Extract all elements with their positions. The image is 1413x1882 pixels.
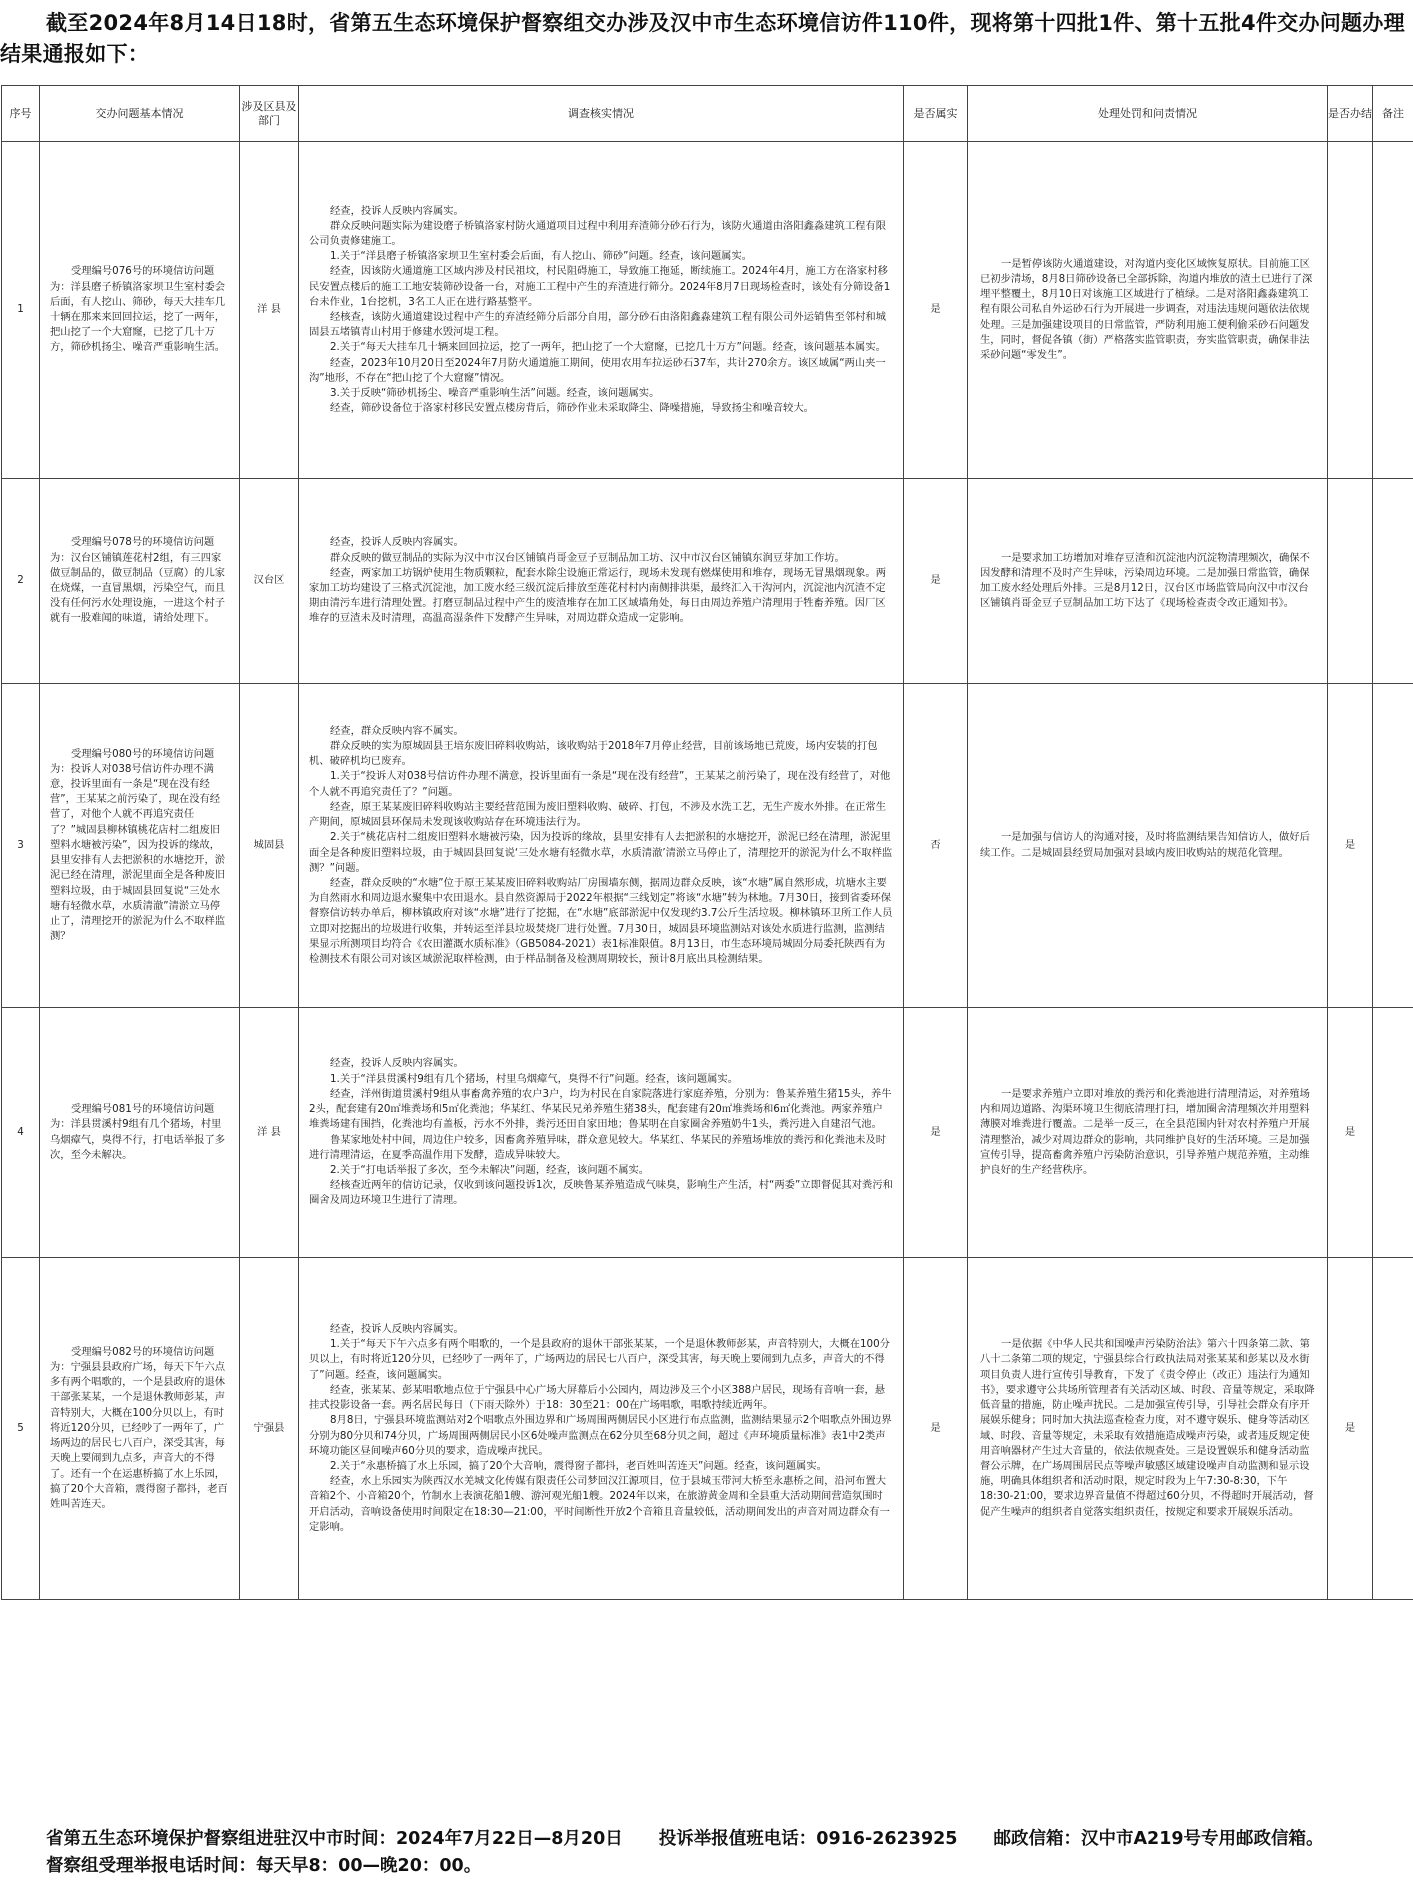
remark <box>1373 142 1413 479</box>
finding-paragraph: 经查，投诉人反映内容属实。 <box>330 204 464 217</box>
finding-paragraph: 群众反映的实为原城固县王培东废旧碎料收购站，该收购站于2018年7月停止经营，目前该场地已荒废，场内安装的打包机、破碎机均已废弃。 <box>309 740 878 768</box>
col-header-dept: 涉及区县及部门 <box>240 86 299 142</box>
department: 汉台区 <box>240 479 299 684</box>
row-number: 1 <box>2 142 40 479</box>
finding-paragraph: 1.关于“洋县磨子桥镇洛家坝卫生室村委会后面，有人挖山、筛砂”问题。经查，该问题属实。 <box>330 250 753 263</box>
problem-description: 受理编号078号的环境信访问题为：汉台区铺镇莲花村2组，有三四家做豆制品的，做豆制品（豆腐）的儿家在烧煤，一直冒黑烟，污染空气，而且没有任何污水处理设施，一进这个村子就有一股难闻的味道，请给处理下。 <box>40 479 240 684</box>
footer-mailbox: 邮政信箱：汉中市A219号专用邮政信箱。 <box>993 1829 1324 1849</box>
row-number: 5 <box>2 1258 40 1600</box>
row-number: 2 <box>2 479 40 684</box>
department: 城固县 <box>240 684 299 1008</box>
remark <box>1373 1258 1413 1600</box>
problem-description: 受理编号076号的环境信访问题为：洋县磨子桥镇洛家坝卫生室村委会后面，有人挖山、筛砂，每天大挂车几十辆在那来来回回拉运，挖了一两年，把山挖了一个大窟窿，已挖了几十万方，筛砂机扬尘、噪音严重影响生活。 <box>40 142 240 479</box>
handling-measures: 一是暂停该防火通道建设，对沟道内变化区域恢复原状。目前施工区已初步清场，8月8日筛砂设备已全部拆除，沟道内堆放的渣土已进行了深埋平整覆土，8月10日对该施工区域进行了植绿。二是对洛阳鑫淼建筑工程有限公司私自外运砂石行为开展进一步调查，对违法违规问题依法依规处理。三是加强建设项目的日常监管，严防利用施工便利偷采砂石问题发生，同时，督促各镇（街）严格落实监管职责，夯实监管职责，确保非法采砂问题“零发生”。 <box>968 142 1328 479</box>
problem-description: 受理编号082号的环境信访问题为：宁强县县政府广场，每天下午六点多有两个唱歌的，一个是县政府的退休干部张某某，一个是退休教师彭某，声音特别大，大概在100分贝以上，有时将近120分贝，已经吵了一两年了，广场两边的居民七八百户，深受其害，每天晚上要闹到九点多，声音大的不得了。还有一个在运惠桥搞了水上乐园，搞了20个大音箱，震得窗子都抖，老百姓叫苦连天。 <box>40 1258 240 1600</box>
investigation-findings <box>299 1008 904 1258</box>
finding-paragraph: 鲁某家地处村中间，周边住户较多，因畜禽养殖异味，群众意见较大。华某红、华某民的养殖场堆放的粪污和化粪池未及时进行清理清运，在夏季高温作用下发酵，造成异味较大。 <box>309 1133 887 1161</box>
is-true: 是 <box>904 142 968 479</box>
investigation-findings <box>299 1258 904 1600</box>
results-table <box>1 85 1413 1600</box>
is-completed: 是 <box>1328 684 1373 1008</box>
handling-measures: 一是要求养殖户立即对堆放的粪污和化粪池进行清理清运，对养殖场内和周边道路、沟渠环境卫生彻底清理打扫，增加圈舍清理频次并用塑料薄膜对堆粪进行覆盖。二是举一反三，在全县范围内针对农村养殖户开展清理整治，减少对周边群众的影响，共同维护良好的生活环境。三是加强宣传引导，提高畜禽养殖户污染防治意识，引导养殖户规范养殖，主动维护良好的生产经营秩序。 <box>968 1008 1328 1258</box>
row-number: 4 <box>2 1008 40 1258</box>
col-header-no: 序号 <box>2 86 40 142</box>
department: 洋 县 <box>240 1008 299 1258</box>
is-true: 是 <box>904 1008 968 1258</box>
department: 宁强县 <box>240 1258 299 1600</box>
col-header-remark: 备注 <box>1373 86 1413 142</box>
handling-measures: 一是要求加工坊增加对堆存豆渣和沉淀池内沉淀物清理频次，确保不因发酵和清理不及时产生异味，污染周边环境。二是加强日常监管，确保加工废水经处理后外排。三是8月12日，汉台区市场监管局向汉中市汉台区铺镇肖哥金豆子豆制品加工坊下达了《现场检查责令改正通知书》。 <box>968 479 1328 684</box>
finding-paragraph: 群众反映的做豆制品的实际为汉中市汉台区铺镇肖哥金豆子豆制品加工坊、汉中市汉台区铺镇东润豆芽加工作坊。 <box>330 551 845 564</box>
table-row <box>2 479 1413 684</box>
finding-paragraph: 经查，投诉人反映内容属实。 <box>330 1057 464 1070</box>
is-completed: 是 <box>1328 1258 1373 1600</box>
remark <box>1373 1008 1413 1258</box>
finding-paragraph: 2.关于“永惠桥搞了水上乐园，搞了20个大音响，震得窗子都抖，老百姓叫苦连天”问题。经查，该问题属实。 <box>330 1459 827 1472</box>
finding-paragraph: 3.关于反映“筛砂机扬尘、噪音严重影响生活”问题。经查，该问题属实。 <box>330 387 660 400</box>
finding-paragraph: 经查，因该防火通道施工区域内涉及村民祖坟，村民阻碍施工，导致施工拖延，断续施工。2024年4月，施工方在洛家村移民安置点楼后的施工工地安装筛砂设备一台，对施工工程中产生的弃渣进行筛分。2024年8月7日现场检查时，该处有分筛设备1台未作业，1台挖机，3名工人正在进行路基整平。 <box>309 265 891 308</box>
table-row <box>2 1258 1413 1600</box>
finding-paragraph: 1.关于“投诉人对038号信访件办理不满意，投诉里面有一条是“现在没有经营”，王某某之前污染了，现在没有经营了，对他个人就不再追究责任了？”问题。 <box>309 770 891 798</box>
col-header-handle: 处理处罚和问责情况 <box>968 86 1328 142</box>
handling-measures: 一是依据《中华人民共和国噪声污染防治法》第六十四条第二款、第八十二条第二项的规定，宁强县综合行政执法局对张某某和彭某以及水街项目负责人进行宣传引导教育，下发了《责令停止（改正）违法行为通知书》，要求遵守公共场所管理者有关活动区域、时段、音量等规定，采取降低音量的措施，防止噪声扰民。二是加强宣传引导，引导社会群众有序开展娱乐健身；同时加大执法巡查检查力度，对不遵守娱乐、健身等活动区域、时段、音量等规定，未采取有效措施造成噪声污染，或者违反规定使用音响器材产生过大音量的，依法依规查处。三是设置娱乐和健身活动监督公示牌，在广场周围居民点等噪声敏感区域建设噪声自动监测和显示设施，明确具体组织者和活动时限，规定时段为上午7:30-8:30，下午18:30-21:00，要求边界音量值不得超过60分贝，不得超时开展活动，督促产生噪声的组织者自觉落实组织责任，按规定和要求开展娱乐活动。 <box>968 1258 1328 1600</box>
department: 洋 县 <box>240 142 299 479</box>
finding-paragraph: 经查，投诉人反映内容属实。 <box>330 536 464 549</box>
finding-paragraph: 经查，筛砂设备位于洛家村移民安置点楼房背后，筛砂作业未采取降尘、降噪措施，导致扬尘和噪音较大。 <box>330 402 814 415</box>
row-number: 3 <box>2 684 40 1008</box>
finding-paragraph: 经核查，该防火通道建设过程中产生的弃渣经筛分后部分自用，部分砂石由洛阳鑫淼建筑工程有限公司外运销售至邻村和城固县五堵镇青山村用于修建水毁河堤工程。 <box>309 311 887 339</box>
problem-description: 受理编号080号的环境信访问题为：投诉人对038号信访件办理不满意，投诉里面有一条是“现在没有经营”，王某某之前污染了，现在没有经营了，对他个人就不再追究责任了？”城固县柳林镇桃花店村二组废旧塑料水塘被污染”，因为投诉的缘故，县里安排有人去把淤积的水塘挖开，淤泥已经在清理，淤泥里面全是各种废旧塑料垃圾，由于城固县回复说“三处水塘有轻微水草，水质清澈”清淤立马停止了，清理挖开的淤泥为什么不取样监测？ <box>40 684 240 1008</box>
finding-paragraph: 经查，两家加工坊锅炉使用生物质颗粒，配套水除尘设施正常运行，现场未发现有燃煤使用和堆存，现场无冒黑烟现象。两家加工坊均建设了三格式沉淀池，加工废水经三级沉淀后排放至莲花村村内南侧排洪渠，最终汇入干沟河内，沉淀池内沉渣不定期由清污车进行清理处置。打磨豆制品过程中产生的废渣堆存在加工区域墙角处，每日由周边养殖户清理用于牲畜养殖。因厂区堆存的豆渣未及时清理，高温高湿条件下发酵产生异味，对周边群众造成一定影响。 <box>309 566 887 625</box>
intro-paragraph: 截至2024年8月14日18时，省第五生态环境保护督察组交办涉及汉中市生态环境信访件110件，现将第十四批1件、第十五批4件交办问题办理结果通报如下： <box>0 11 1405 66</box>
is-true: 是 <box>904 1258 968 1600</box>
investigation-findings <box>299 142 904 479</box>
is-completed: 是 <box>1328 1008 1373 1258</box>
footer <box>0 1826 1413 1880</box>
investigation-findings <box>299 479 904 684</box>
table-row <box>2 142 1413 479</box>
finding-paragraph: 2.关于“桃花店村二组废旧塑料水塘被污染，因为投诉的缘故，县里安排有人去把淤积的水塘挖开，淤泥已经在清理，淤泥里面全是各种废旧塑料垃圾，由于城固县回复说‘三处水塘有轻微水草，水质清澈’清淤立马停止了，清理挖开的淤泥为什么不取样监测？”问题。 <box>309 831 893 874</box>
handling-measures: 一是加强与信访人的沟通对接，及时将监测结果告知信访人，做好后续工作。二是城固县经贸局加强对县域内废旧收购站的规范化管理。 <box>968 684 1328 1008</box>
finding-paragraph: 2.关于“打电话举报了多次，至今未解决”问题，经查，该问题不属实。 <box>330 1163 650 1176</box>
is-completed <box>1328 479 1373 684</box>
finding-paragraph: 经核查近两年的信访记录，仅收到该问题投诉1次，反映鲁某养殖造成气味臭，影响生产生活，村“两委”立即督促其对粪污和圈舍及周边环境卫生进行了清理。 <box>309 1179 893 1207</box>
col-header-done: 是否办结 <box>1328 86 1373 142</box>
finding-paragraph: 群众反映问题实际为建设磨子桥镇洛家村防火通道项目过程中利用弃渣筛分砂石行为，该防火通道由洛阳鑫淼建筑工程有限公司负责修建施工。 <box>309 219 887 247</box>
is-completed <box>1328 142 1373 479</box>
finding-paragraph: 经查，张某某、彭某唱歌地点位于宁强县中心广场大屏幕后小公园内，周边涉及三个小区388户居民，现场有音响一套，悬挂式投影设备一套。两名居民每日（下雨天除外）于18：30至21：00在广场唱歌，唱歌持续近两年。 <box>309 1383 886 1412</box>
finding-paragraph: 2.关于“每天大挂车几十辆来回回拉运，挖了一两年，把山挖了一个大窟窿，已挖几十万方”问题。经查，该问题基本属实。 <box>330 341 886 354</box>
footer-phone: 投诉举报值班电话：0916-2623925 <box>658 1829 958 1849</box>
footer-hours: 督察组受理举报电话时间：每天早8：00—晚20：00。 <box>46 1856 482 1876</box>
table-row <box>2 684 1413 1008</box>
col-header-true: 是否属实 <box>904 86 968 142</box>
table-row <box>2 1008 1413 1258</box>
col-header-basic: 交办问题基本情况 <box>40 86 240 142</box>
finding-paragraph: 经查，群众反映内容不属实。 <box>330 724 464 737</box>
finding-paragraph: 经查，洋州街道贯溪村9组从事畜禽养殖的农户3户，均为村民在自家院落进行家庭养殖，分别为：鲁某养殖生猪15头，养牛2头，配套建有20㎡堆粪场和5㎡化粪池；华某红、华某民兄弟养殖生猪38头，配套建有20㎡堆粪场和6㎡化粪池。两家养殖户堆粪场建有围挡，化粪池均有盖板，污水不外排，粪污还田自家田地；鲁某明在自家圈舍养殖奶牛1头，粪污进入自建沼气池。 <box>309 1087 892 1131</box>
is-true: 否 <box>904 684 968 1008</box>
remark <box>1373 684 1413 1008</box>
finding-paragraph: 经查，原王某某废旧碎料收购站主要经营范围为废旧塑料收购、破碎、打包，不涉及水洗工艺，无生产废水外排。在正常生产期间，原城固县环保局未发现该收购站存在环境违法行为。 <box>309 800 887 829</box>
footer-period: 省第五生态环境保护督察组进驻汉中市时间：2024年7月22日—8月20日 <box>46 1829 623 1849</box>
finding-paragraph: 8月8日，宁强县环境监测站对2个唱歌点外围边界和广场周围两侧居民小区进行布点监测，监测结果显示2个唱歌点外围边界分别为80分贝和74分贝，广场周围两侧居民小区6处噪声监测点在62分贝至68分贝之间，超过《声环境质量标准》表1中2类声环境功能区昼间噪声60分贝的要求，造成噪声扰民。 <box>309 1414 892 1457</box>
finding-paragraph: 1.关于“每天下午六点多有两个唱歌的，一个是县政府的退休干部张某某，一个是退休教师彭某，声音特别大，大概在100分贝以上，有时将近120分贝，已经吵了一两年了，广场两边的居民七八百户，深受其害，每天晚上要闹到九点多，声音大的不得了”问题。经查，该问题属实。 <box>309 1338 890 1381</box>
is-true: 是 <box>904 479 968 684</box>
problem-description: 受理编号081号的环境信访问题为：洋县贯溪村9组有几个猪场，村里乌烟瘴气，臭得不行，打电话举报了多次，至今未解决。 <box>40 1008 240 1258</box>
col-header-survey: 调查核实情况 <box>299 86 904 142</box>
finding-paragraph: 1.关于“洋县贯溪村9组有几个猪场，村里乌烟瘴气，臭得不行”问题。经查，该问题属实。 <box>330 1072 739 1085</box>
finding-paragraph: 经查，水上乐园实为陕西汉水羌城文化传媒有限责任公司梦回汉江源项目，位于县城玉带河大桥至永惠桥之间，沿河布置大音箱2个、小音箱20个，竹制水上表演花船1艘、游河观光船1艘。2024年以来，在旅游黄金周和全县重大活动期间营造氛围时开启活动，音响设备使用时间限定在18:30—21:00，平时间断性开放2个音箱且音量较低，活动期间发出的声音对周边群众有一定影响。 <box>309 1475 890 1533</box>
finding-paragraph: 经查，群众反映的“水塘”位于原王某某废旧碎料收购站厂房围墙东侧，据周边群众反映，该“水塘”属自然形成，坑塘水主要为自然雨水和周边退水聚集中农田退水。县自然资源局于2022年根据“三线划定”将该“水塘”转为林地。7月30日，接到省委环保督察信访转办单后，柳林镇政府对该“水塘”进行了挖掘，在“水塘”底部淤泥中仅发现约3.7公斤生活垃圾。柳林镇环卫所工作人员立即对挖掘出的垃圾进行收集，并转运至洋县垃圾焚烧厂进行处置。7月30日，城固县环境监测站对该处水质进行监测，监测结果显示所测项目均符合《农田灌溉水质标准》（GB5084-2021）表1标准限值。8月13日，市生态环境局城固分局委托陕西有为检测技术有限公司对该区域淤泥取样检测，由于样品制备及检测周期较长，预计8月底出具检测结果。 <box>309 876 893 965</box>
remark <box>1373 479 1413 684</box>
table-header-row <box>2 86 1413 142</box>
finding-paragraph: 经查，投诉人反映内容属实。 <box>330 1323 464 1336</box>
finding-paragraph: 经查，2023年10月20日至2024年7月防火通道施工期间，使用农用车拉运砂石37车，共计270余方。该区域属“两山夹一沟”地形，不存在“把山挖了个大窟窿”情况。 <box>309 356 886 384</box>
investigation-findings <box>299 684 904 1008</box>
